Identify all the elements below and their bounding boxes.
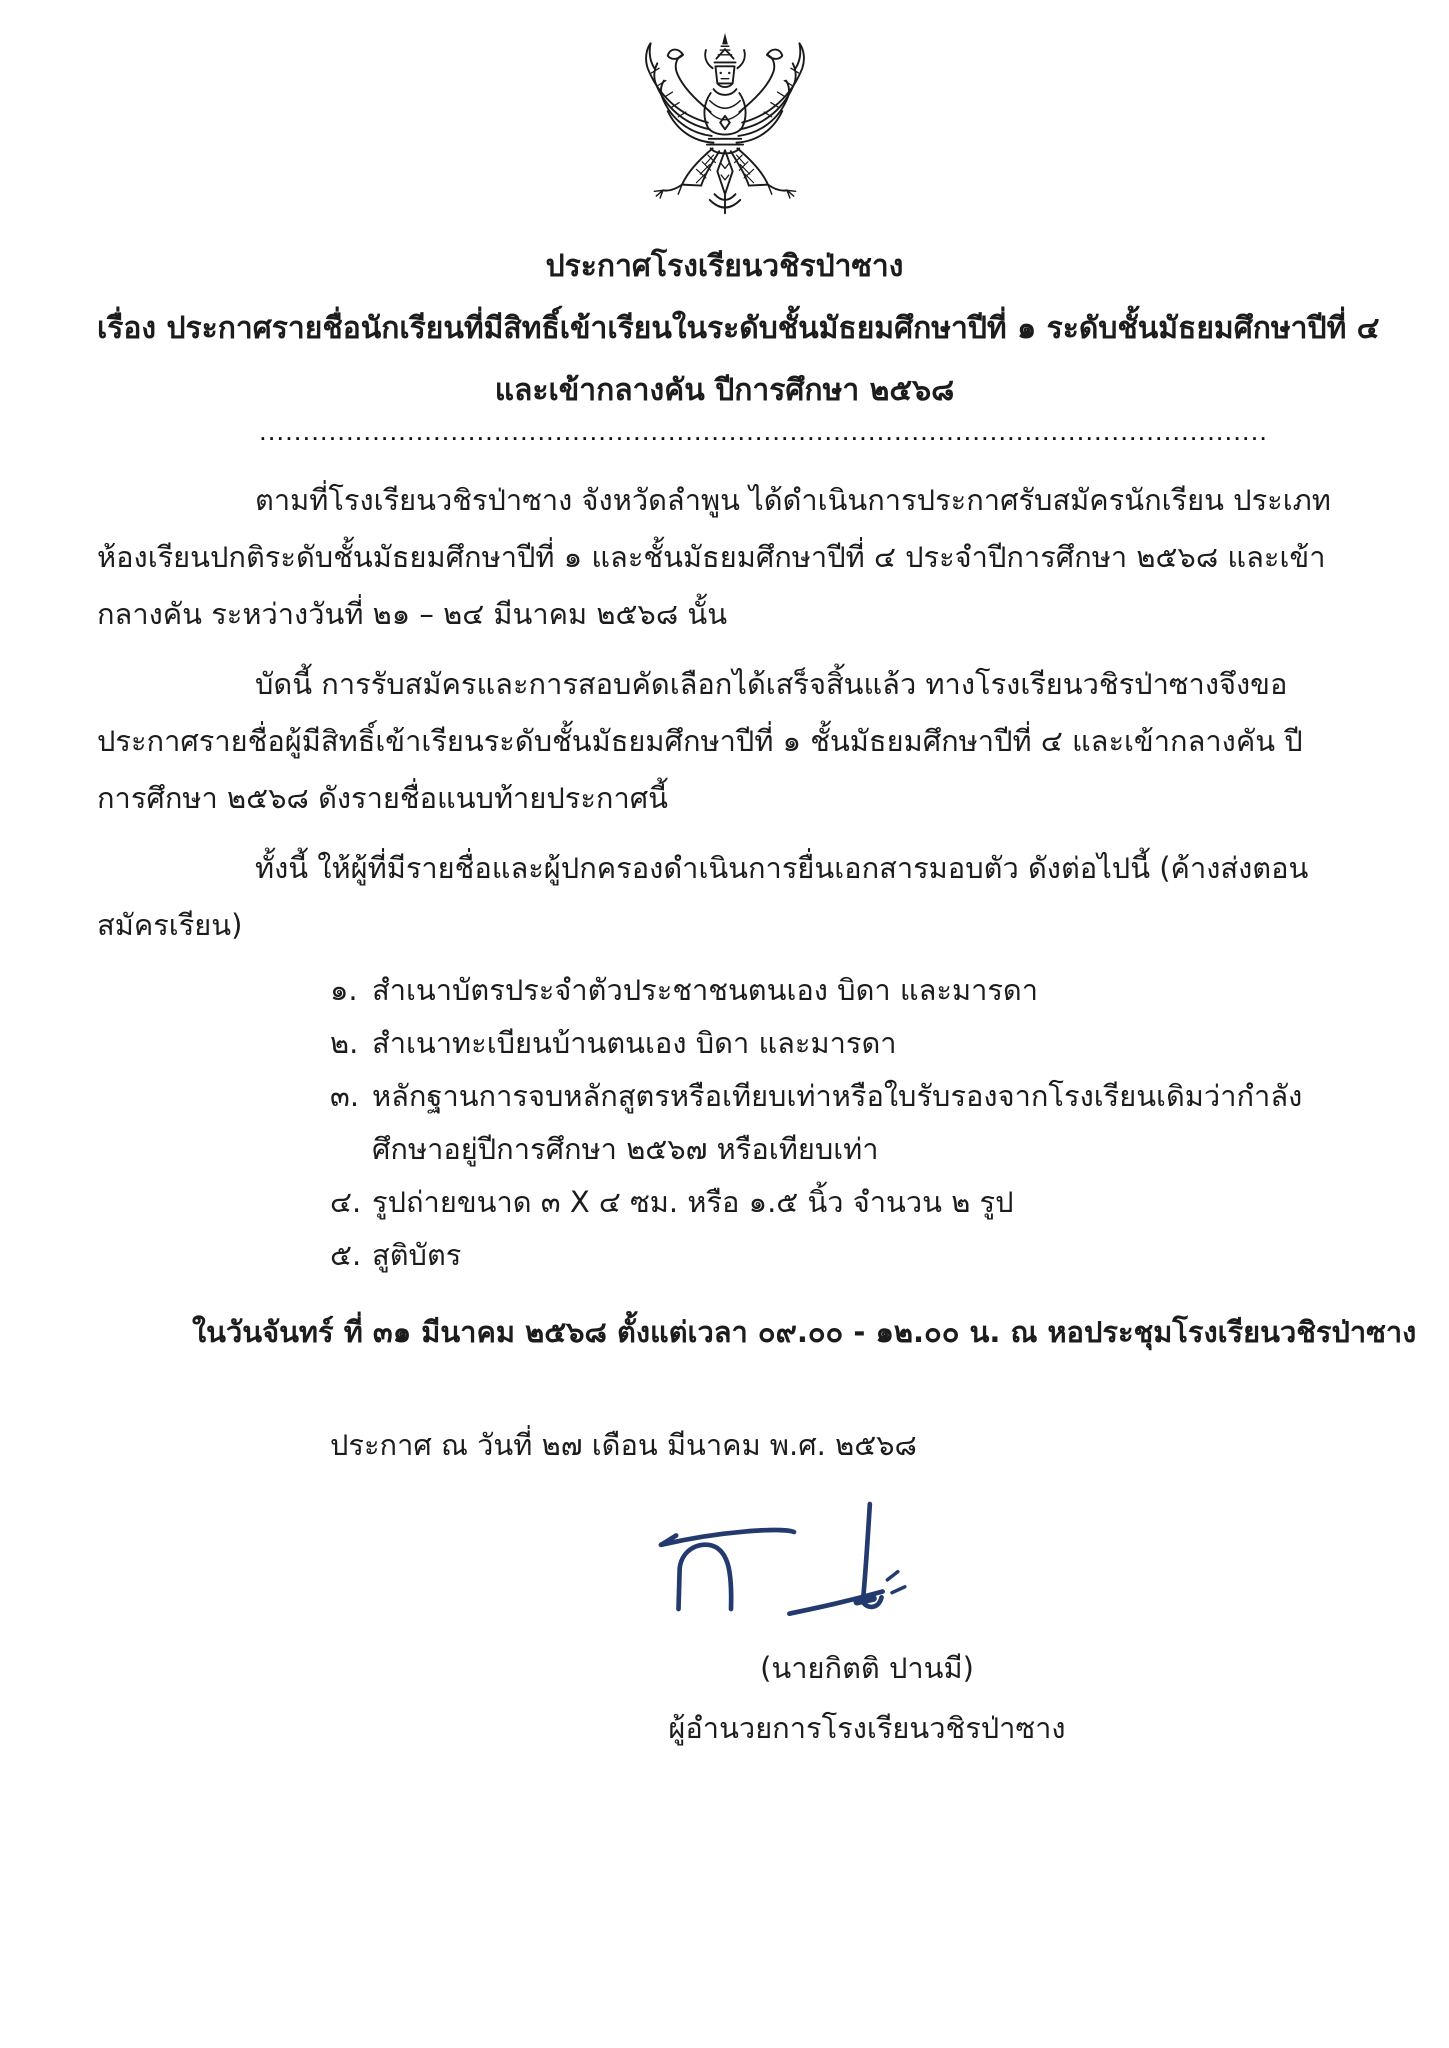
list-item-number: ๑. [330,972,358,1007]
subject-line-2: และเข้ากลางคัน ปีการศึกษา ๒๕๖๘ [494,372,955,408]
list-item-text: สำเนาบัตรประจำตัวประชาชนตนเอง บิดา และมารดา [372,972,1039,1007]
signature-svg [640,1490,920,1630]
signatory-name: (นายกิตติ ปานมี) [760,1650,974,1685]
list-item-text: สำเนาทะเบียนบ้านตนเอง บิดา และมารดา [372,1025,897,1060]
list-item [330,1229,1352,1282]
list-item-number: ๕. [330,1237,362,1272]
list-item-number: ๔. [330,1184,362,1219]
issued-date-line: ประกาศ ณ วันที่ ๒๗ เดือน มีนาคม พ.ศ. ๒๕๖๘ [330,1427,917,1462]
appointment-line: ในวันจันทร์ ที่ ๓๑ มีนาคม ๒๕๖๘ ตั้งแต่เวลา ๐๙.๐๐ - ๑๒.๐๐ น. ณ หอประชุมโรงเรียนวชิรป่าซาง [192,1314,1417,1349]
list-item-number: ๒. [330,1025,359,1060]
list-item [330,1070,1352,1176]
list-item-text: สูติบัตร [372,1237,462,1272]
list-item-text: รูปถ่ายขนาด ๓ X ๔ ซม. หรือ ๑.๕ นิ้ว จำนวน ๒ รูป [372,1184,1014,1219]
paragraph-instruction: ทั้งนี้ ให้ผู้ที่มีรายชื่อและผู้ปกครองดำเนินการยื่นเอกสารมอบตัว ดังต่อไปนี้ (ค้างส่งตอนสมัครเรียน) [97,850,1309,942]
paragraph-result: บัดนี้ การรับสมัครและการสอบคัดเลือกได้เสร็จสิ้นแล้ว ทางโรงเรียนวชิรป่าซางจึงขอประกาศรายชื่อผู้มีสิทธิ์เข้าเรียนระดับชั้นมัธยมศึกษาปีที่ ๑ ชั้นมัธยมศึกษาปีที่ ๔ และเข้ากลางคัน ปีการศึกษา ๒๕๖๘ ดังรายชื่อแนบท้ายประกาศนี้ [97,666,1303,815]
list-item [330,964,1352,1017]
list-item-text: หลักฐานการจบหลักสูตรหรือเทียบเท่าหรือใบรับรองจากโรงเรียนเดิมว่ากำลังศึกษาอยู่ปีการศึกษา ๒๕๖๗ หรือเทียบเท่า [372,1078,1303,1166]
subject-line-1: เรื่อง ประกาศรายชื่อนักเรียนที่มีสิทธิ์เข้าเรียนในระดับชั้นมัธยมศึกษาปีที่ ๑ ระดับชั้นมัธยมศึกษาปีที่ ๔ [97,310,1380,346]
garuda-emblem-svg [620,30,830,226]
signatory-title: ผู้อำนวยการโรงเรียนวชิรป่าซาง [668,1710,1066,1745]
list-item [330,1017,1352,1070]
handwritten-signature-icon [640,1490,920,1630]
required-documents-list [330,964,1352,1282]
paragraph-background: ตามที่โรงเรียนวชิรป่าซาง จังหวัดลำพูน ได้ดำเนินการประกาศรับสมัครนักเรียน ประเภทห้องเรียนปกติระดับชั้นมัธยมศึกษาปีที่ ๑ และชั้นมัธยมศึกษาปีที่ ๔ ประจำปีการศึกษา ๒๕๖๘ และเข้ากลางคัน ระหว่างวันที่ ๒๑ – ๒๔ มีนาคม ๒๕๖๘ นั้น [97,482,1331,631]
document-title: ประกาศโรงเรียนวชิรป่าซาง [545,248,904,284]
list-item-number: ๓. [330,1078,360,1113]
garuda-emblem-icon [620,30,830,226]
signatory-block [587,1638,1147,1758]
list-item [330,1176,1352,1229]
dotted-divider: .................................................................................................................... [260,425,1269,444]
